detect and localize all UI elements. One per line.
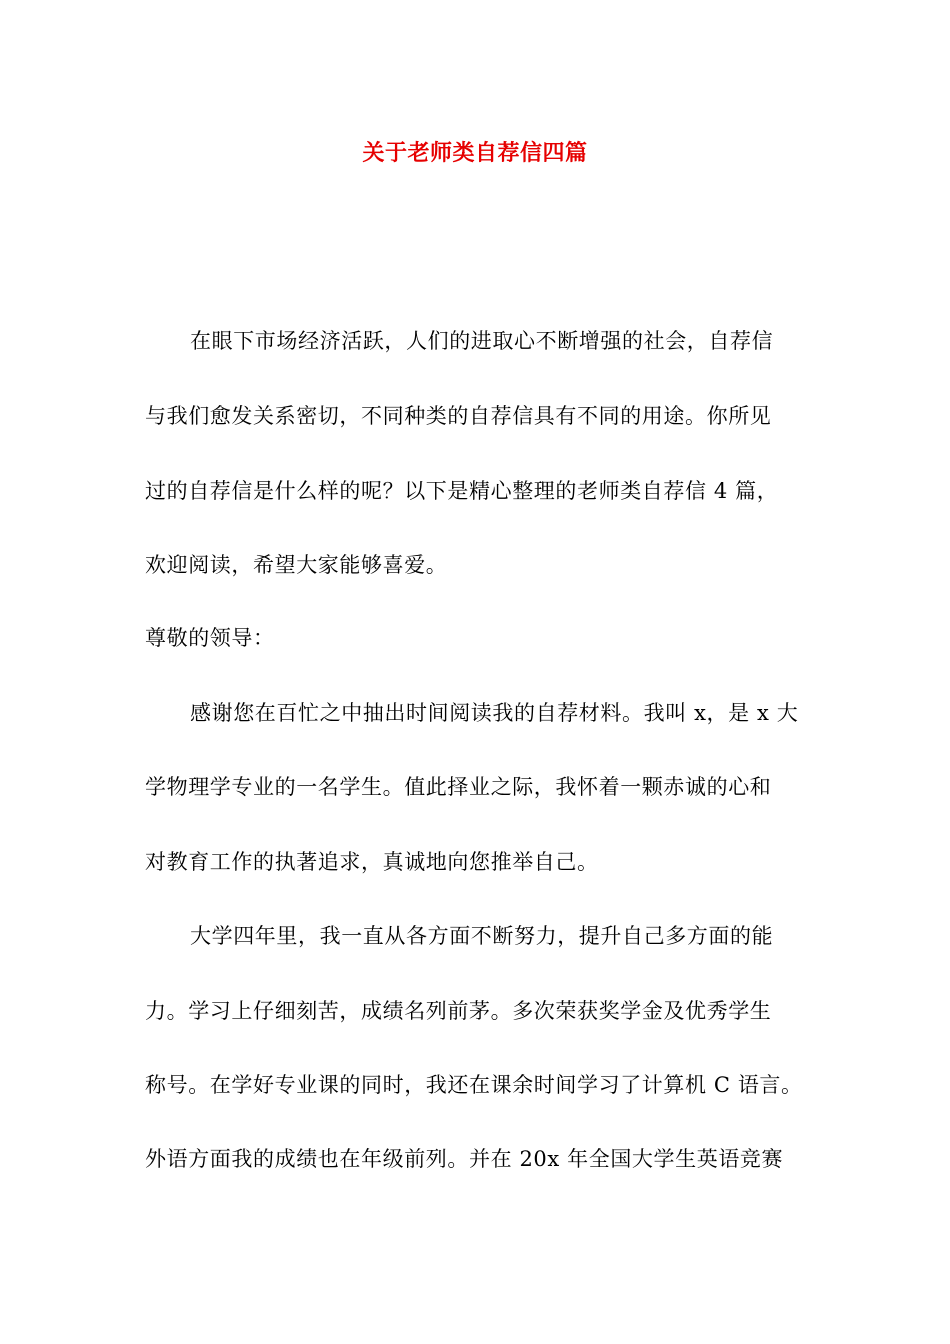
text-line: 在眼下市场经济活跃，人们的进取心不断增强的社会，自荐信 — [190, 329, 774, 353]
text-line: 力。学习上仔细刻苦，成绩名列前茅。多次荣获奖学金及优秀学生 — [145, 999, 772, 1023]
text-line: 学物理学专业的一名学生。值此择业之际，我怀着一颗赤诚的心和 — [145, 775, 772, 799]
text-line: 外语方面我的成绩也在年级前列。并在 20x 年全国大学生英语竞赛 — [145, 1147, 784, 1171]
text-line: 欢迎阅读，希望大家能够喜爱。 — [145, 553, 448, 577]
text-line: 对教育工作的执著追求，真诚地向您推举自己。 — [145, 850, 599, 874]
text-line: 大学四年里，我一直从各方面不断努力，提升自己多方面的能 — [190, 924, 774, 948]
salutation: 尊敬的领导： — [145, 626, 275, 650]
text-line: 与我们愈发关系密切，不同种类的自荐信具有不同的用途。你所见 — [145, 404, 772, 428]
text-line: 称号。在学好专业课的同时，我还在课余时间学习了计算机 C 语言。 — [145, 1073, 803, 1097]
text-line: 感谢您在百忙之中抽出时间阅读我的自荐材料。我叫 x，是 x 大 — [190, 701, 799, 725]
text-line: 过的自荐信是什么样的呢？以下是精心整理的老师类自荐信 4 篇， — [145, 479, 779, 503]
document-title: 关于老师类自荐信四篇 — [362, 140, 588, 166]
